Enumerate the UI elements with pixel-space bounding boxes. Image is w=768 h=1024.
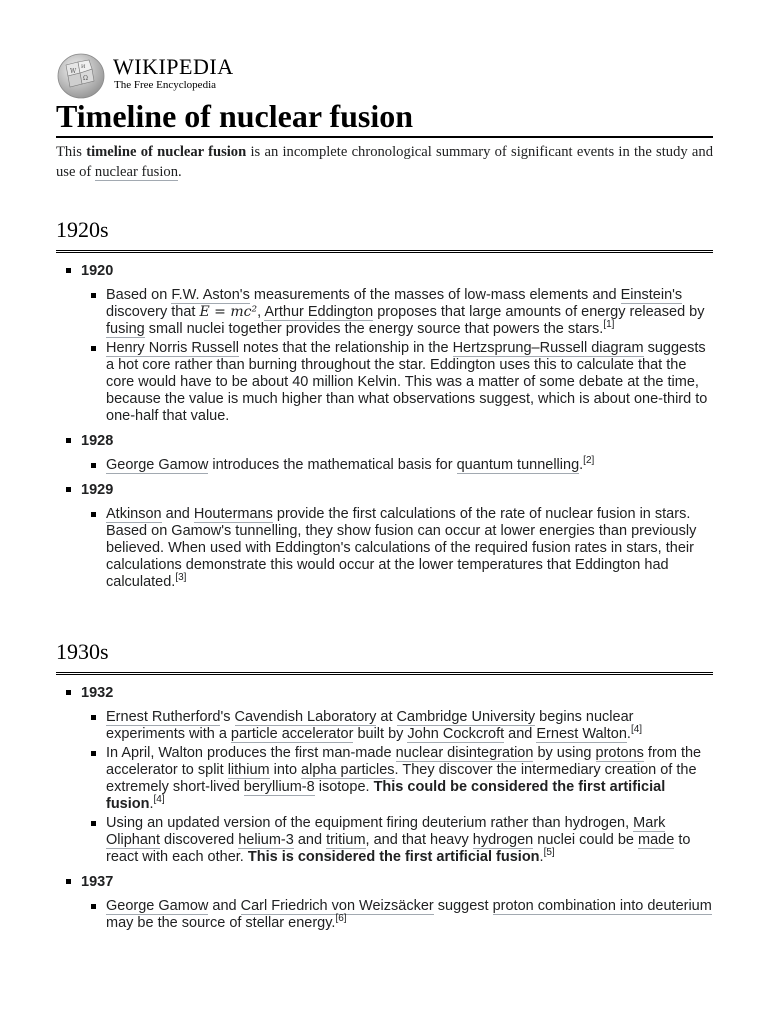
- wiki-link[interactable]: alpha particles: [301, 762, 395, 778]
- event-text: begins nuclear experiments with a: [106, 709, 634, 742]
- event-text: provide the first calculations of the rate of nuclear fusion in stars. Based on Gamow's tunnelling, they show fusion can occur at lower energies than previously believed. When used with Eddington's calculations of the required fusion rates in stars, their calculations demonstrate this would occur at the lower temperatures that Eddington had calculated.: [106, 506, 697, 590]
- year-label: 1937: [81, 874, 114, 890]
- svg-text:Ω: Ω: [83, 75, 88, 82]
- wikipedia-tagline: The Free Encyclopedia: [114, 79, 217, 91]
- event-text: nuclei could be: [533, 832, 639, 848]
- intro-text: is an incomplete chronological summary of significant events in the study and use of: [56, 144, 714, 180]
- year-item: [56, 872, 713, 932]
- event-list: [81, 506, 713, 591]
- citation-link[interactable]: [4]: [630, 724, 643, 736]
- event-text: .: [539, 849, 544, 865]
- wiki-link[interactable]: Hertzsprung–Russell diagram: [452, 340, 644, 356]
- wiki-link[interactable]: made: [638, 832, 675, 848]
- event-text: and: [208, 898, 241, 914]
- event-text: into: [269, 762, 302, 778]
- event-item: [81, 457, 713, 474]
- event-text: .: [149, 796, 154, 812]
- event-text: built by: [353, 726, 408, 742]
- event-text: by using: [533, 745, 596, 761]
- event-text: small nuclei together provides the energy source that powers the stars.: [144, 321, 604, 337]
- wiki-link[interactable]: Cambridge University: [396, 709, 536, 725]
- section-1920s: [56, 216, 713, 593]
- wiki-link[interactable]: Ernest Rutherford: [106, 709, 221, 725]
- wiki-link[interactable]: Houtermans: [193, 506, 273, 522]
- bold-text: This could be considered the first artificial fusion: [106, 779, 666, 812]
- wiki-link[interactable]: Carl Friedrich von Weizsäcker: [240, 898, 434, 914]
- event-item: [81, 709, 713, 743]
- event-text: notes that the relationship in the: [238, 340, 453, 356]
- event-text: , and that heavy: [365, 832, 473, 848]
- event-text: Based on: [106, 287, 172, 303]
- event-text: Using an updated version of the equipment firing deuterium rather than hydrogen,: [106, 815, 634, 831]
- event-item: [81, 745, 713, 813]
- wiki-link[interactable]: helium-3: [238, 832, 294, 848]
- event-text: . They discover the intermediary creation of the extremely short-lived: [106, 762, 697, 795]
- year-label: 1928: [81, 433, 114, 449]
- wiki-link[interactable]: Cavendish Laboratory: [234, 709, 377, 725]
- wiki-link[interactable]: proton combination into deuterium: [492, 898, 712, 914]
- svg-text:W: W: [70, 68, 77, 75]
- event-text: .: [626, 726, 631, 742]
- event-text: In April, Walton produces the first man-made: [106, 745, 396, 761]
- event-item: [81, 815, 713, 866]
- event-text: discovery that: [106, 304, 200, 320]
- wiki-link[interactable]: George Gamow: [106, 457, 209, 473]
- citation: [335, 913, 346, 924]
- event-item: [81, 340, 713, 425]
- wikipedia-logo[interactable]: [56, 52, 256, 98]
- intro-text: .: [178, 164, 182, 180]
- citation: [603, 319, 614, 330]
- event-text: to react with each other.: [106, 832, 691, 865]
- event-text: proposes that large amounts of energy released by: [373, 304, 705, 320]
- year-item: [56, 480, 713, 591]
- citation: [544, 847, 555, 858]
- event-text: suggest: [433, 898, 493, 914]
- wiki-link[interactable]: Einstein's: [620, 287, 683, 303]
- event-list: [81, 709, 713, 866]
- wikipedia-globe-icon: [56, 53, 106, 99]
- page-title: Timeline of nuclear fusion: [56, 96, 713, 138]
- event-text: ,: [257, 304, 265, 320]
- event-item: [81, 898, 713, 932]
- wiki-link[interactable]: particle accelerator: [230, 726, 354, 742]
- wiki-link[interactable]: beryllium-8: [243, 779, 315, 795]
- nuclear-fusion-link[interactable]: nuclear fusion: [94, 164, 178, 180]
- event-text: discovered: [160, 832, 239, 848]
- wiki-link[interactable]: protons: [595, 745, 644, 761]
- wiki-link[interactable]: Ernest Walton: [536, 726, 627, 742]
- wiki-link[interactable]: tritium: [326, 832, 366, 848]
- citation-link[interactable]: [3]: [175, 572, 187, 584]
- year-item: [56, 431, 713, 474]
- wiki-link[interactable]: fusing: [106, 321, 145, 337]
- event-item: [81, 287, 713, 338]
- citation-link[interactable]: [1]: [603, 319, 615, 331]
- wiki-link[interactable]: Atkinson: [106, 506, 162, 522]
- year-label: 1920: [81, 263, 114, 279]
- event-text: measurements of the masses of low-mass elements and: [249, 287, 621, 303]
- event-text: and: [504, 726, 537, 742]
- citation: [175, 572, 186, 583]
- wiki-link[interactable]: John Cockcroft: [407, 726, 505, 742]
- math-formula: E = mc²: [199, 304, 258, 320]
- event-text: isotope.: [314, 779, 374, 795]
- wiki-link[interactable]: F.W. Aston's: [171, 287, 250, 303]
- intro-text: This: [56, 144, 87, 160]
- intro-paragraph: [56, 142, 713, 182]
- year-label: 1932: [81, 685, 114, 701]
- year-item: [56, 683, 713, 866]
- citation: [631, 724, 642, 735]
- event-text: introduces the mathematical basis for: [208, 457, 457, 473]
- citation-link[interactable]: [6]: [335, 913, 347, 925]
- citation-link[interactable]: [4]: [153, 794, 165, 806]
- event-text: 's: [220, 709, 235, 725]
- event-list: [81, 287, 713, 425]
- wiki-link[interactable]: Mark Oliphant: [106, 815, 666, 848]
- event-list: [81, 457, 713, 474]
- wiki-link[interactable]: George Gamow: [106, 898, 209, 914]
- citation: [154, 794, 165, 805]
- wiki-link[interactable]: hydrogen: [472, 832, 534, 848]
- wiki-link[interactable]: lithium: [227, 762, 270, 778]
- year-item: [56, 261, 713, 425]
- event-text: and: [293, 832, 327, 848]
- wiki-link[interactable]: quantum tunnelling: [456, 457, 580, 473]
- event-text: suggests a hot core rather than burning throughout the star. Eddington uses this to calculate that the core would have to be about 40 million Kelvin. This was a matter of some debate at the time, because the value is much higher than what observations suggest, which is about one-third to one-half that value.: [106, 340, 708, 424]
- event-item: [81, 506, 713, 591]
- intro-bold: timeline of nuclear fusion: [86, 144, 247, 160]
- year-list: [56, 683, 713, 932]
- wikipedia-wordmark: WIKIPEDIA: [113, 54, 234, 79]
- year-list: [56, 261, 713, 591]
- section-heading: 1930s: [56, 638, 713, 675]
- wiki-link[interactable]: Arthur Eddington: [264, 304, 374, 320]
- citation: [583, 455, 594, 466]
- citation-link[interactable]: [5]: [543, 847, 555, 859]
- event-list: [81, 898, 713, 932]
- bold-text: This is considered the first artificial fusion: [247, 849, 540, 865]
- section-1930s: [56, 638, 713, 934]
- citation-link[interactable]: [2]: [583, 455, 595, 467]
- event-text: at: [376, 709, 397, 725]
- event-text: from the accelerator to split: [106, 745, 702, 778]
- event-text: may be the source of stellar energy.: [106, 915, 336, 931]
- event-text: .: [579, 457, 584, 473]
- event-text: and: [161, 506, 194, 522]
- year-label: 1929: [81, 482, 114, 498]
- wiki-link[interactable]: Henry Norris Russell: [106, 340, 239, 356]
- svg-text:И: И: [81, 64, 86, 70]
- wiki-link[interactable]: nuclear disintegration: [395, 745, 534, 761]
- section-heading: 1920s: [56, 216, 713, 253]
